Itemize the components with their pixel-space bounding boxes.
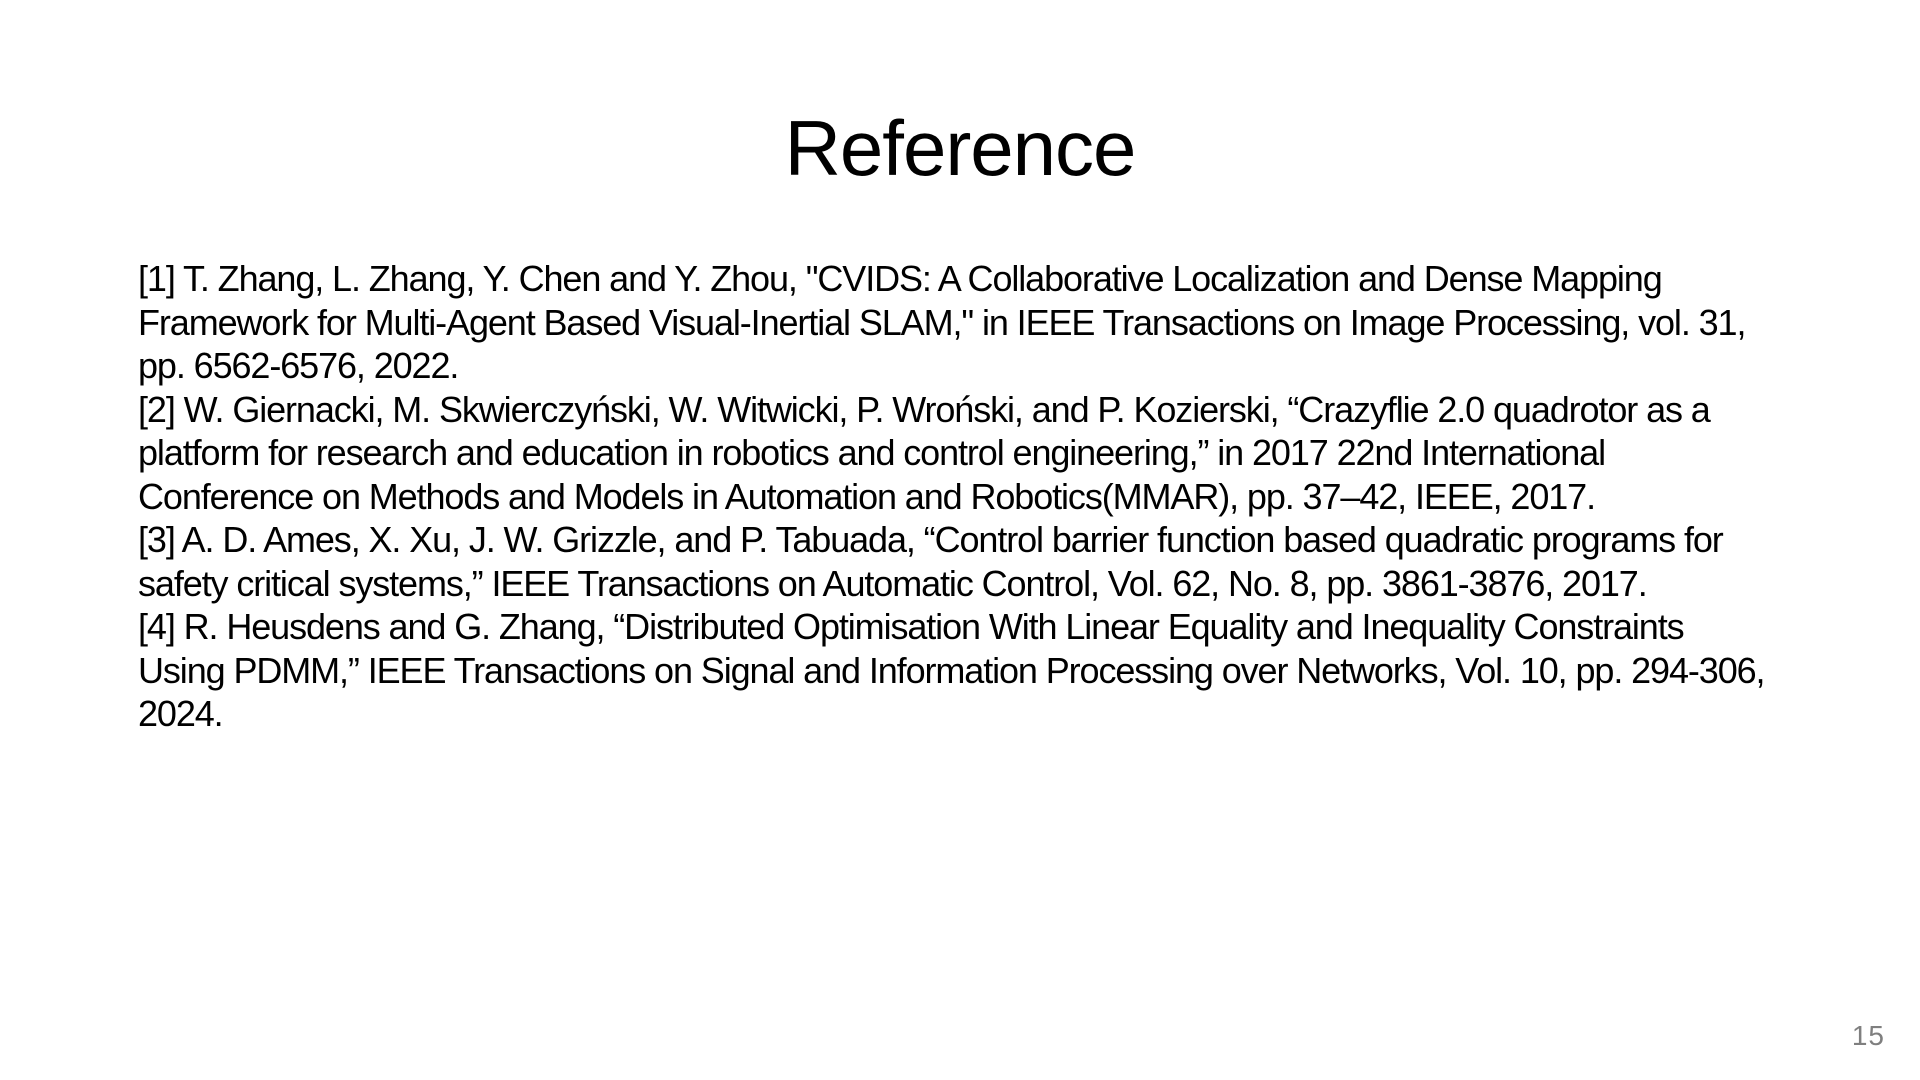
reference-list xyxy=(138,257,1778,736)
reference-entry-1: [1] T. Zhang, L. Zhang, Y. Chen and Y. Zhou, "CVIDS: A Collaborative Localization and Dense Mapping Framework for Multi-Agent Based Visual-Inertial SLAM," in IEEE Transactions on Image Processing, vol. 31, pp. 6562-6576, 2022. xyxy=(138,258,1746,386)
reference-entry-3: [3] A. D. Ames, X. Xu, J. W. Grizzle, and P. Tabuada, “Control barrier function based quadratic programs for safety critical systems,” IEEE Transactions on Automatic Control, Vol. 62, No. 8, pp. 3861-3876, 2017. xyxy=(138,519,1723,604)
page-number: 15 xyxy=(1851,1020,1885,1051)
reference-entry-2: [2] W. Giernacki, M. Skwierczyński, W. Witwicki, P. Wroński, and P. Kozierski, “Crazyflie 2.0 quadrotor as a platform for research and education in robotics and control engineering,” in 2017 22nd International Conference on Methods and Models in Automation and Robotics(MMAR), pp. 37–42, IEEE, 2017. xyxy=(138,388,1710,517)
reference-entry-4: [4] R. Heusdens and G. Zhang, “Distributed Optimisation With Linear Equality and Inequality Constraints Using PDMM,” IEEE Transactions on Signal and Information Processing over Networks, Vol. 10, pp. 294-306, 2024. xyxy=(138,606,1765,734)
slide-title: Reference xyxy=(784,104,1136,192)
